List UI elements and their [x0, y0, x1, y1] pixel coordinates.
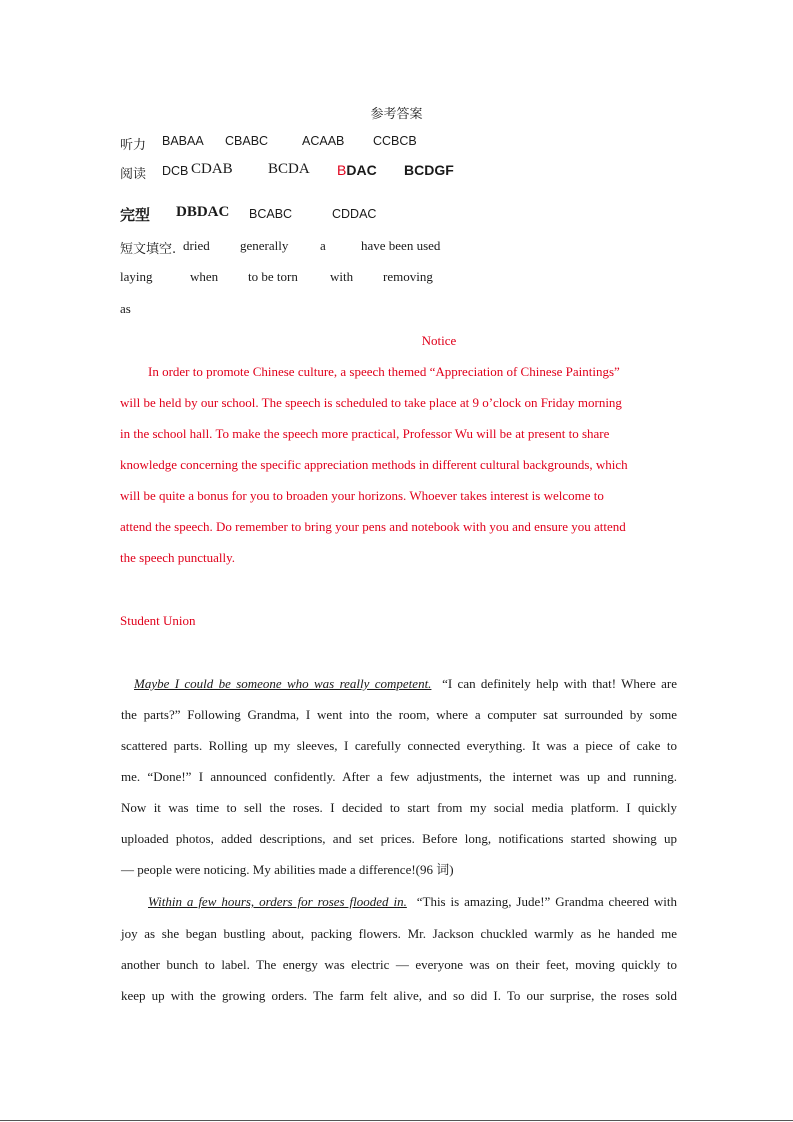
- grammar-fill-answer: laying: [120, 269, 153, 284]
- cloze-answer: BCABC: [249, 207, 293, 221]
- essay-line: [148, 894, 677, 910]
- essay-line: [134, 676, 677, 692]
- reading-answer: BDAC: [337, 162, 377, 178]
- grammar-fill-answer: have been used: [361, 238, 441, 253]
- essay-line: scattered parts. Rolling up my sleeves, I carefully connected everything. It was a piece of cake to: [121, 738, 677, 753]
- listening-answer: CBABC: [225, 134, 269, 148]
- reading-label: 阅读: [120, 167, 147, 182]
- cloze-answer: DBDAC: [176, 204, 230, 220]
- notice-line: will be quite a bonus for you to broaden your horizons. Whoever takes interest is welcome to: [120, 488, 604, 503]
- grammar-fill-answer: dried: [183, 238, 210, 253]
- listening-answer: BABAA: [162, 134, 204, 148]
- grammar-fill-answer: removing: [383, 269, 433, 284]
- cloze-answer: CDDAC: [332, 207, 377, 221]
- grammar-fill-answer: to be torn: [248, 269, 298, 284]
- essay-line: uploaded photos, added descriptions, and set prices. Before long, notifications started showing up: [121, 831, 677, 846]
- page-bottom-divider: [0, 1120, 793, 1121]
- notice-line: attend the speech. Do remember to bring your pens and notebook with you and ensure you attend: [120, 519, 626, 534]
- page-title: 参考答案: [370, 106, 423, 121]
- grammar-fill-answer: a: [320, 238, 326, 253]
- essay-line: another bunch to label. The energy was electric — everyone was on their feet, moving quickly to: [121, 957, 677, 972]
- essay-opening-sentence: Within a few hours, orders for roses flooded in.: [148, 894, 407, 909]
- reading-answer: DCB: [162, 164, 189, 178]
- reading-answer: BCDA: [268, 161, 310, 177]
- notice-line: will be held by our school. The speech is scheduled to take place at 9 o’clock on Friday morning: [120, 395, 622, 410]
- essay-line: keep up with the growing orders. The farm felt alive, and so did I. To our surprise, the roses sold: [121, 988, 677, 1003]
- grammar-fill-answer: as: [120, 301, 131, 316]
- notice-line: In order to promote Chinese culture, a speech themed “Appreciation of Chinese Paintings”: [148, 364, 620, 379]
- notice-title: Notice: [421, 333, 457, 348]
- essay-line: me. “Done!” I announced confidently. After a few adjustments, the internet was up and running.: [121, 769, 677, 784]
- listening-label: 听力: [120, 138, 147, 153]
- notice-line: the speech punctually.: [120, 550, 236, 565]
- cloze-row: [120, 204, 520, 226]
- notice-line: in the school hall. To make the speech more practical, Professor Wu will be at present to share: [120, 426, 610, 441]
- grammar-fill-answer: with: [330, 269, 354, 284]
- essay-line: — people were noticing. My abilities made a difference!(96 词): [121, 862, 454, 877]
- essay-line: Now it was time to sell the roses. I decided to start from my social media platform. I quickly: [121, 800, 677, 815]
- notice-line: knowledge concerning the specific appreciation methods in different cultural backgrounds, which: [120, 457, 628, 472]
- grammar-fill-answer: when: [190, 269, 219, 284]
- grammar-fill-label: 短文填空.: [120, 242, 177, 257]
- listening-answer: ACAAB: [302, 134, 345, 148]
- essay-opening-sentence: Maybe I could be someone who was really competent.: [134, 676, 432, 691]
- essay-line-text: “I can definitely help with that! Where are: [442, 676, 677, 691]
- listening-row: [120, 134, 520, 154]
- grammar-fill-answer: generally: [240, 238, 289, 253]
- essay-line-text: “This is amazing, Jude!” Grandma cheered with: [416, 894, 678, 909]
- notice-signature: Student Union: [120, 613, 196, 628]
- grammar-fill-row-3: [120, 301, 220, 321]
- essay-line: the parts?” Following Grandma, I went into the room, where a computer sat surrounded by some: [121, 707, 677, 722]
- grammar-fill-row-2: [120, 269, 520, 289]
- essay-line: joy as she began bustling about, packing flowers. Mr. Jackson chuckled warmly as he handed me: [121, 926, 677, 941]
- reading-answer: BCDGF: [404, 162, 454, 178]
- reading-answer: CDAB: [191, 161, 233, 177]
- reading-row: [120, 161, 520, 183]
- cloze-label: 完型: [120, 206, 151, 224]
- grammar-fill-row-1: [120, 238, 520, 258]
- listening-answer: CCBCB: [373, 134, 417, 148]
